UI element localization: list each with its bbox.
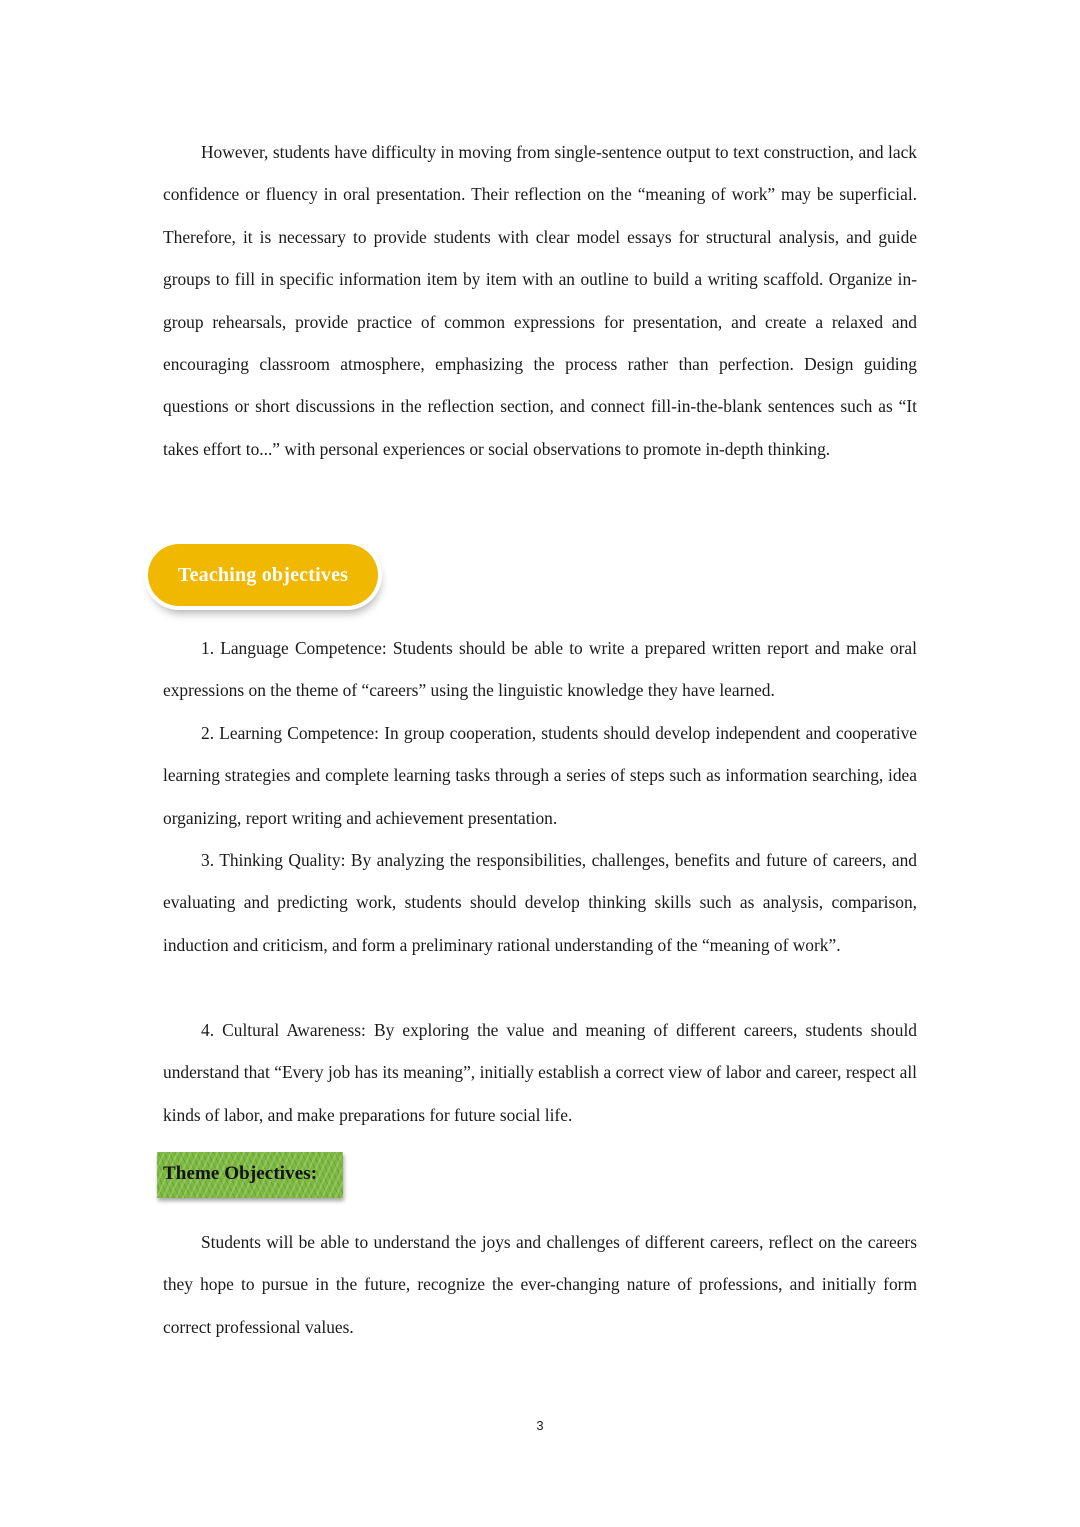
teaching-objectives-heading: Teaching objectives — [177, 563, 349, 586]
intro-paragraph: However, students have difficulty in moving from single-sentence output to text construction, and lack confidence or fluency in oral presentation. Their reflection on the “meaning of work” may be superficial. Therefore, it is necessary to provide students with clear model essays for structural analysis, and guide groups to fill in specific information item by item with an outline to build a writing scaffold. Organize in-group rehearsals, provide practice of common expressions for presentation, and create a relaxed and encouraging classroom atmosphere, emphasizing the process rather than perfection. Design guiding questions or short discussions in the reflection section, and connect fill-in-the-blank sentences such as “It takes effort to...” with personal experiences or social observations to promote in-depth thinking. — [163, 142, 917, 459]
objective-learning-competence: 2. Learning Competence: In group cooperation, students should develop independent and cooperative learning strategies and complete learning tasks through a series of steps such as information searching, idea organizing, report writing and achievement presentation. — [163, 723, 917, 828]
theme-objectives-paragraph: Students will be able to understand the joys and challenges of different careers, reflect on the careers they hope to pursue in the future, recognize the ever-changing nature of professions, and initially form correct professional values. — [163, 1232, 917, 1337]
objective-cultural-awareness: 4. Cultural Awareness: By exploring the value and meaning of different careers, students should understand that “Every job has its meaning”, initially establish a correct view of labor and career, respect all kinds of labor, and make preparations for future social life. — [163, 1020, 917, 1125]
theme-objectives-heading: Theme Objectives: — [163, 1163, 318, 1184]
objective-thinking-quality: 3. Thinking Quality: By analyzing the responsibilities, challenges, benefits and future of careers, and evaluating and predicting work, students should develop thinking skills such as analysis, comparison, induction and criticism, and form a preliminary rational understanding of the “meaning of work”. — [163, 850, 917, 955]
page-number: 3 — [536, 1418, 544, 1433]
objective-language-competence: 1. Language Competence: Students should be able to write a prepared written report and make oral expressions on the theme of “careers” using the linguistic knowledge they have learned. — [163, 638, 917, 701]
teaching-objectives-heading-badge — [148, 544, 378, 606]
